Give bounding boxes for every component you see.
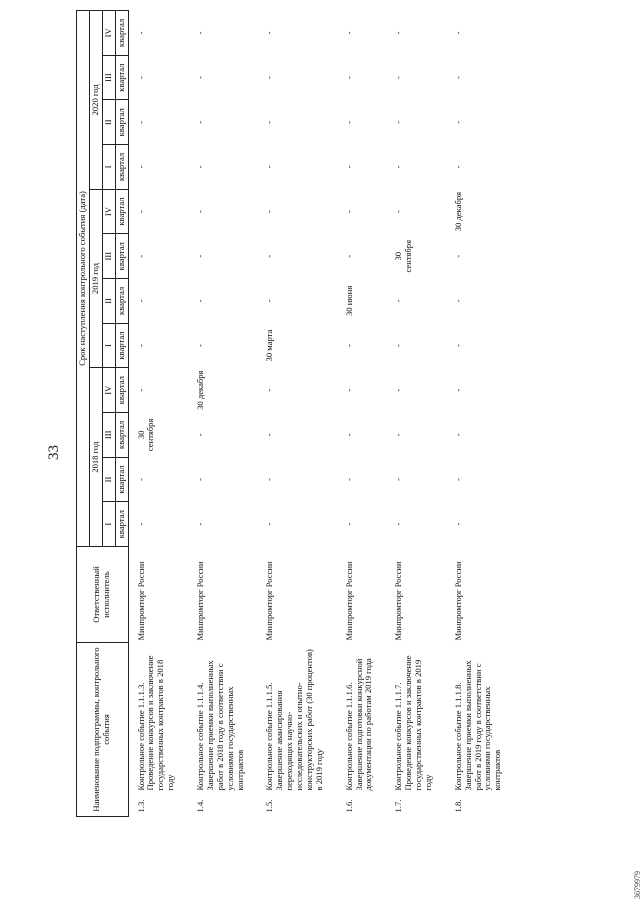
empty-dash-cell: - bbox=[452, 522, 463, 526]
quarter-numeral: IV bbox=[102, 189, 115, 234]
deadline-date-cell: 30 декабря bbox=[195, 370, 205, 410]
row-number: 1.3. bbox=[135, 799, 146, 813]
empty-dash-cell: - bbox=[452, 76, 463, 80]
empty-dash-cell: - bbox=[452, 31, 463, 35]
empty-dash-cell: - bbox=[393, 76, 404, 80]
event-name: Контрольное событие 1.1.1.3. Проведение конкурсов и заключение государственных контрактов в 2018 году bbox=[135, 655, 176, 791]
table-body bbox=[128, 11, 517, 817]
empty-dash-cell: - bbox=[195, 76, 205, 80]
empty-dash-cell: - bbox=[393, 31, 404, 35]
empty-dash-cell: - bbox=[195, 165, 205, 169]
empty-dash-cell: - bbox=[135, 76, 146, 80]
empty-dash-cell: - bbox=[343, 31, 354, 35]
quarter-word: квартал bbox=[115, 145, 128, 190]
empty-dash-cell: - bbox=[195, 210, 205, 213]
quarter-numeral: II bbox=[102, 100, 115, 145]
empty-dash-cell: - bbox=[264, 31, 275, 35]
empty-dash-cell: - bbox=[264, 76, 275, 80]
empty-dash-cell: - bbox=[343, 76, 354, 80]
quarter-numeral: I bbox=[102, 323, 115, 368]
empty-dash-cell: - bbox=[393, 433, 404, 437]
empty-dash-cell: - bbox=[343, 344, 354, 347]
quarter-word: квартал bbox=[115, 189, 128, 234]
empty-dash-cell: - bbox=[452, 388, 463, 392]
control-events-table bbox=[76, 10, 517, 817]
empty-dash-cell: - bbox=[452, 165, 463, 169]
event-name: Контрольное событие 1.1.1.5. Завершение авансирования переходящих научно-исследовательских и опытно-конструкторских работ (30 процентов) в 2019 году bbox=[264, 649, 324, 791]
table-row bbox=[339, 11, 389, 817]
empty-dash-cell: - bbox=[343, 120, 354, 124]
empty-dash-cell: - bbox=[452, 344, 463, 347]
row-number: 1.7. bbox=[393, 799, 404, 813]
empty-dash-cell: - bbox=[393, 478, 404, 481]
quarter-word: квартал bbox=[115, 234, 128, 279]
empty-dash-cell: - bbox=[393, 344, 404, 347]
deadline-date-cell: 30 сентября bbox=[135, 418, 156, 452]
responsible-executor: Минпромторг России bbox=[135, 561, 146, 641]
header-responsible: Ответственный исполнитель bbox=[77, 546, 129, 642]
empty-dash-cell: - bbox=[393, 299, 404, 303]
quarter-numeral: II bbox=[102, 279, 115, 324]
empty-dash-cell: - bbox=[135, 344, 146, 347]
quarter-numeral: III bbox=[102, 413, 115, 458]
table-row bbox=[190, 11, 259, 817]
page-number: 33 bbox=[46, 445, 62, 460]
empty-dash-cell: - bbox=[343, 388, 354, 392]
quarter-numeral: I bbox=[102, 145, 115, 190]
empty-dash-cell: - bbox=[195, 478, 205, 481]
responsible-executor: Минпромторг России bbox=[452, 561, 463, 641]
header-year: 2020 год bbox=[89, 11, 102, 190]
quarter-numeral: II bbox=[102, 457, 115, 502]
quarter-numeral: III bbox=[102, 55, 115, 100]
row-number: 1.5. bbox=[264, 799, 275, 813]
quarter-word: квартал bbox=[115, 323, 128, 368]
quarter-word: квартал bbox=[115, 502, 128, 547]
responsible-executor: Минпромторг России bbox=[264, 561, 275, 641]
event-name: Контрольное событие 1.1.1.6. Завершение подготовки конкурсной документации по работам 2019 года bbox=[343, 658, 374, 791]
quarter-word: квартал bbox=[115, 368, 128, 413]
deadline-date-cell: 30 марта bbox=[264, 329, 275, 362]
event-name: Контрольное событие 1.1.1.7. Проведение конкурсов и заключение государственных контрактов в 2019 году bbox=[393, 655, 433, 791]
empty-dash-cell: - bbox=[343, 254, 354, 258]
empty-dash-cell: - bbox=[393, 522, 404, 526]
empty-dash-cell: - bbox=[135, 120, 146, 124]
row-number: 1.6. bbox=[343, 799, 354, 813]
quarter-numeral: III bbox=[102, 234, 115, 279]
deadline-date-cell: 30 сентября bbox=[393, 239, 414, 273]
table-row bbox=[388, 11, 448, 817]
event-name: Контрольное событие 1.1.1.8. Завершение приемки выполненных работ в 2019 году в соответствии с условиями государственных контрактов bbox=[452, 660, 503, 791]
document-code: 3679979 bbox=[633, 871, 642, 899]
empty-dash-cell: - bbox=[195, 344, 205, 347]
empty-dash-cell: - bbox=[135, 210, 146, 213]
empty-dash-cell: - bbox=[135, 31, 146, 35]
event-name: Контрольное событие 1.1.1.4. Завершение приемки выполненных работ в 2018 году в соответствии с условиями государственных контрактов bbox=[195, 660, 245, 791]
empty-dash-cell: - bbox=[264, 299, 275, 303]
empty-dash-cell: - bbox=[343, 165, 354, 169]
responsible-executor: Минпромторг России bbox=[393, 561, 404, 641]
quarter-numeral: I bbox=[102, 502, 115, 547]
table-row bbox=[128, 11, 190, 817]
empty-dash-cell: - bbox=[135, 165, 146, 169]
empty-dash-cell: - bbox=[343, 210, 354, 213]
deadline-date-cell: 30 июня bbox=[343, 285, 354, 317]
empty-dash-cell: - bbox=[195, 522, 205, 526]
empty-dash-cell: - bbox=[264, 120, 275, 124]
empty-dash-cell: - bbox=[195, 299, 205, 303]
quarter-numeral: IV bbox=[102, 368, 115, 413]
deadline-date-cell: 30 декабря bbox=[452, 191, 463, 232]
quarter-word: квартал bbox=[115, 279, 128, 324]
header-year: 2018 год bbox=[89, 368, 102, 547]
empty-dash-cell: - bbox=[195, 120, 205, 124]
empty-dash-cell: - bbox=[343, 522, 354, 526]
header-deadline: Срок наступления контрольного события (дата) bbox=[77, 11, 90, 547]
empty-dash-cell: - bbox=[135, 388, 146, 392]
empty-dash-cell: - bbox=[264, 478, 275, 481]
empty-dash-cell: - bbox=[195, 254, 205, 258]
empty-dash-cell: - bbox=[264, 388, 275, 392]
empty-dash-cell: - bbox=[452, 299, 463, 303]
empty-dash-cell: - bbox=[343, 433, 354, 437]
empty-dash-cell: - bbox=[264, 254, 275, 258]
quarter-word: квартал bbox=[115, 413, 128, 458]
empty-dash-cell: - bbox=[135, 254, 146, 258]
empty-dash-cell: - bbox=[195, 31, 205, 35]
empty-dash-cell: - bbox=[452, 433, 463, 437]
empty-dash-cell: - bbox=[393, 210, 404, 213]
empty-dash-cell: - bbox=[135, 299, 146, 303]
quarter-word: квартал bbox=[115, 11, 128, 56]
quarter-word: квартал bbox=[115, 100, 128, 145]
empty-dash-cell: - bbox=[264, 522, 275, 526]
empty-dash-cell: - bbox=[452, 478, 463, 481]
responsible-executor: Минпромторг России bbox=[195, 561, 205, 641]
empty-dash-cell: - bbox=[135, 522, 146, 526]
empty-dash-cell: - bbox=[452, 254, 463, 258]
empty-dash-cell: - bbox=[393, 120, 404, 124]
empty-dash-cell: - bbox=[135, 478, 146, 481]
quarter-word: квартал bbox=[115, 55, 128, 100]
header-year: 2019 год bbox=[89, 189, 102, 368]
table-row bbox=[448, 11, 517, 817]
row-number: 1.8. bbox=[452, 799, 463, 813]
empty-dash-cell: - bbox=[195, 433, 205, 437]
table-row bbox=[259, 11, 338, 817]
empty-dash-cell: - bbox=[393, 165, 404, 169]
empty-dash-cell: - bbox=[452, 120, 463, 124]
row-number: 1.4. bbox=[195, 799, 205, 813]
empty-dash-cell: - bbox=[264, 210, 275, 213]
empty-dash-cell: - bbox=[393, 388, 404, 392]
empty-dash-cell: - bbox=[343, 478, 354, 481]
quarter-numeral: IV bbox=[102, 11, 115, 56]
empty-dash-cell: - bbox=[264, 433, 275, 437]
responsible-executor: Минпромторг России bbox=[343, 561, 354, 641]
quarter-word: квартал bbox=[115, 457, 128, 502]
empty-dash-cell: - bbox=[264, 165, 275, 169]
header-name: Наименование подпрограммы, контрольного события bbox=[77, 642, 129, 816]
